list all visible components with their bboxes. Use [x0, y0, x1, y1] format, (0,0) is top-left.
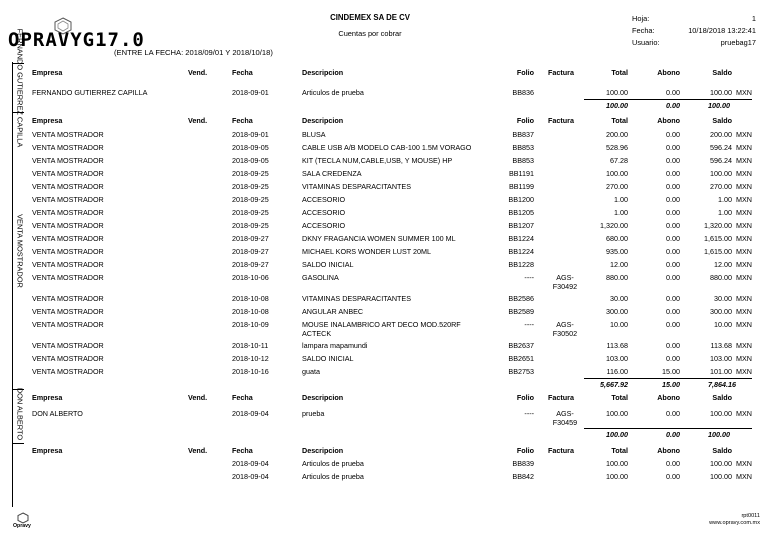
cell-empresa: FERNANDO GUTIERREZ CAPILLA — [32, 88, 148, 97]
header-descripcion: Descripcion — [302, 393, 344, 402]
cell-moneda: MXN — [736, 341, 752, 350]
cell-total: 100.00 — [606, 459, 628, 468]
subtotal-saldo: 7,864.16 — [708, 380, 736, 389]
cell-moneda: MXN — [736, 169, 752, 178]
cell-folio: BB836 — [512, 88, 534, 97]
cell-fecha: 2018-09-25 — [232, 195, 269, 204]
cell-moneda: MXN — [736, 221, 752, 230]
cell-descripcion: Articulos de prueba — [302, 88, 364, 97]
header-abono: Abono — [657, 393, 680, 402]
table-row — [0, 221, 768, 232]
cell-descripcion: ANGULAR ANBEC — [302, 307, 364, 316]
cell-abono: 0.00 — [666, 472, 680, 481]
subtotal-row — [0, 380, 768, 391]
table-row — [0, 307, 768, 318]
cell-descripcion: VITAMINAS DESPARACITANTES — [302, 182, 412, 191]
report-title: Cuentas por cobrar — [338, 29, 402, 38]
cell-total: 30.00 — [610, 294, 628, 303]
header-saldo: Saldo — [712, 116, 732, 125]
cell-descripcion: VITAMINAS DESPARACITANTES — [302, 294, 412, 303]
cell-fecha: 2018-09-04 — [232, 409, 269, 418]
table-row — [0, 234, 768, 245]
column-header-row — [0, 446, 768, 457]
cell-fecha: 2018-10-16 — [232, 367, 269, 376]
cell-descripcion: CABLE USB A/B MODELO CAB-100 1.5M VORAGO — [302, 143, 472, 152]
cell-moneda: MXN — [736, 208, 752, 217]
header-total: Total — [611, 116, 628, 125]
table-row — [0, 130, 768, 141]
usuario-value: pruebag17 — [720, 38, 756, 47]
cell-moneda: MXN — [736, 294, 752, 303]
table-row — [0, 294, 768, 305]
cell-fecha: 2018-09-04 — [232, 472, 269, 481]
cell-empresa: VENTA MOSTRADOR — [32, 247, 104, 256]
header-fecha: Fecha — [232, 446, 253, 455]
cell-total: 680.00 — [606, 234, 628, 243]
footer-logo-text: Opravy — [13, 523, 31, 529]
header-factura: Factura — [548, 68, 574, 77]
cell-folio: BB2753 — [508, 367, 534, 376]
column-header-row — [0, 68, 768, 79]
cell-moneda: MXN — [736, 143, 752, 152]
cell-folio: BB2586 — [508, 294, 534, 303]
cell-abono: 0.00 — [666, 294, 680, 303]
cell-abono: 0.00 — [666, 221, 680, 230]
cell-fecha: 2018-10-11 — [232, 341, 269, 350]
header-descripcion: Descripcion — [302, 446, 344, 455]
table-row — [0, 169, 768, 180]
cell-abono: 0.00 — [666, 195, 680, 204]
cell-descripcion: guata — [302, 367, 320, 376]
cell-abono: 0.00 — [666, 143, 680, 152]
cell-empresa: VENTA MOSTRADOR — [32, 221, 104, 230]
cell-abono: 0.00 — [666, 88, 680, 97]
cell-abono: 0.00 — [666, 169, 680, 178]
cell-empresa: VENTA MOSTRADOR — [32, 182, 104, 191]
cell-descripcion: Articulos de prueba — [302, 472, 364, 481]
header-descripcion: Descripcion — [302, 68, 344, 77]
cell-total: 116.00 — [606, 367, 628, 376]
cell-moneda: MXN — [736, 88, 752, 97]
cell-fecha: 2018-09-27 — [232, 247, 269, 256]
header-total: Total — [611, 446, 628, 455]
cell-total: 113.68 — [606, 341, 628, 350]
cell-descripcion: ACCESORIO — [302, 221, 346, 230]
cell-empresa: VENTA MOSTRADOR — [32, 320, 104, 329]
cell-abono: 0.00 — [666, 273, 680, 282]
cell-fecha: 2018-09-05 — [232, 143, 269, 152]
cell-total: 1,320.00 — [600, 221, 628, 230]
subtotal-saldo: 100.00 — [708, 101, 730, 110]
header-empresa: Empresa — [32, 446, 63, 455]
cell-folio: BB853 — [512, 143, 534, 152]
column-header-row — [0, 116, 768, 127]
cell-abono: 0.00 — [666, 260, 680, 269]
cell-fecha: 2018-09-05 — [232, 156, 269, 165]
header-factura: Factura — [548, 116, 574, 125]
cell-moneda: MXN — [736, 273, 752, 282]
cell-descripcion: ACCESORIO — [302, 208, 346, 217]
table-row — [0, 182, 768, 193]
cell-fecha: 2018-10-08 — [232, 294, 269, 303]
subtotal-abono: 0.00 — [666, 430, 680, 439]
cell-descripcion: BLUSA — [302, 130, 326, 139]
table-row — [0, 260, 768, 271]
cell-descripcion: SALDO INICIAL — [302, 260, 354, 269]
cell-moneda: MXN — [736, 320, 752, 329]
cell-total: 103.00 — [606, 354, 628, 363]
cell-abono: 0.00 — [666, 247, 680, 256]
cell-saldo: 100.00 — [710, 88, 732, 97]
cell-empresa: VENTA MOSTRADOR — [32, 294, 104, 303]
hoja-label: Hoja: — [632, 14, 650, 23]
cell-fecha: 2018-09-01 — [232, 88, 269, 97]
cell-folio: BB2589 — [508, 307, 534, 316]
cell-empresa: DON ALBERTO — [32, 409, 83, 418]
cell-folio: BB2651 — [508, 354, 534, 363]
header-folio: Folio — [516, 116, 534, 125]
cell-fecha: 2018-09-04 — [232, 459, 269, 468]
group-side-label-text: VENTA MOSTRADOR — [15, 214, 25, 288]
cell-total: 200.00 — [606, 130, 628, 139]
cell-saldo: 113.68 — [710, 341, 732, 350]
cell-saldo: 100.00 — [710, 472, 732, 481]
table-row — [0, 273, 768, 291]
cell-folio: BB842 — [512, 472, 534, 481]
cell-empresa: VENTA MOSTRADOR — [32, 156, 104, 165]
cell-total: 1.00 — [614, 208, 628, 217]
subtotal-line — [584, 428, 752, 429]
cell-fecha: 2018-10-09 — [232, 320, 269, 329]
cell-total: 100.00 — [606, 88, 628, 97]
table-row — [0, 156, 768, 167]
company-name: CINDEMEX SA DE CV — [330, 13, 410, 22]
cell-total: 270.00 — [606, 182, 628, 191]
cell-saldo: 200.00 — [710, 130, 732, 139]
header-fecha: Fecha — [232, 393, 253, 402]
footer-url: www.opravy.com.mx — [709, 520, 760, 526]
cell-saldo: 1,615.00 — [704, 247, 732, 256]
subtotal-line — [584, 99, 752, 100]
group-side-label-text: DON ALBERTO — [15, 387, 25, 441]
cell-folio: BB1207 — [508, 221, 534, 230]
cell-descripcion: MOUSE INALAMBRICO ART DECO MOD.520RF ACTECK — [302, 320, 461, 338]
cell-saldo: 596.24 — [710, 156, 732, 165]
header-saldo: Saldo — [712, 393, 732, 402]
header-abono: Abono — [657, 68, 680, 77]
footer-info — [709, 513, 760, 527]
cell-total: 935.00 — [606, 247, 628, 256]
subtotal-row — [0, 101, 768, 112]
fecha-value: 10/18/2018 13:22:41 — [688, 26, 756, 35]
cell-total: 100.00 — [606, 472, 628, 481]
table-row — [0, 247, 768, 258]
cell-saldo: 100.00 — [710, 409, 732, 418]
cell-fecha: 2018-09-27 — [232, 260, 269, 269]
cell-saldo: 1.00 — [718, 195, 732, 204]
cell-empresa: VENTA MOSTRADOR — [32, 307, 104, 316]
subtotal-abono: 15.00 — [662, 380, 680, 389]
cell-empresa: VENTA MOSTRADOR — [32, 234, 104, 243]
cell-descripcion: GASOLINA — [302, 273, 339, 282]
cell-folio: BB1200 — [508, 195, 534, 204]
cell-abono: 0.00 — [666, 234, 680, 243]
table-row — [0, 208, 768, 219]
logo-text: OPRAVYG17.0 — [8, 29, 145, 51]
cell-empresa: VENTA MOSTRADOR — [32, 354, 104, 363]
cell-folio: BB839 — [512, 459, 534, 468]
cell-fecha: 2018-09-25 — [232, 221, 269, 230]
cell-empresa: VENTA MOSTRADOR — [32, 143, 104, 152]
fecha-label: Fecha: — [632, 26, 655, 35]
cell-total: 528.96 — [606, 143, 628, 152]
header-vend: Vend. — [188, 393, 208, 402]
cell-moneda: MXN — [736, 182, 752, 191]
cell-empresa: VENTA MOSTRADOR — [32, 367, 104, 376]
subtotal-line — [584, 378, 752, 379]
cell-abono: 0.00 — [666, 130, 680, 139]
header-saldo: Saldo — [712, 446, 732, 455]
table-row — [0, 354, 768, 365]
header-vend: Vend. — [188, 116, 208, 125]
cell-abono: 0.00 — [666, 409, 680, 418]
cell-factura: AGS-F30492 — [552, 273, 578, 291]
cell-empresa: VENTA MOSTRADOR — [32, 341, 104, 350]
cell-saldo: 880.00 — [710, 273, 732, 282]
cell-empresa: VENTA MOSTRADOR — [32, 273, 104, 282]
subtotal-total: 100.00 — [606, 430, 628, 439]
cell-descripcion: ACCESORIO — [302, 195, 346, 204]
group-divider — [12, 443, 24, 444]
cell-total: 10.00 — [610, 320, 628, 329]
table-row — [0, 320, 768, 338]
cell-descripcion: lampara mapamundi — [302, 341, 368, 350]
table-row — [0, 88, 768, 99]
meta-labels — [632, 13, 660, 49]
cell-total: 67.28 — [610, 156, 628, 165]
cell-fecha: 2018-10-08 — [232, 307, 269, 316]
cell-abono: 0.00 — [666, 208, 680, 217]
header-empresa: Empresa — [32, 116, 63, 125]
cell-fecha: 2018-10-06 — [232, 273, 269, 282]
subtotal-total: 5,667.92 — [600, 380, 628, 389]
cell-fecha: 2018-09-01 — [232, 130, 269, 139]
cell-total: 300.00 — [606, 307, 628, 316]
header-folio: Folio — [516, 446, 534, 455]
cell-moneda: MXN — [736, 234, 752, 243]
subtotal-saldo: 100.00 — [708, 430, 730, 439]
cell-descripcion: DKNY FRAGANCIA WOMEN SUMMER 100 ML — [302, 234, 456, 243]
cell-empresa: VENTA MOSTRADOR — [32, 130, 104, 139]
cell-descripcion: MICHAEL KORS WONDER LUST 20ML — [302, 247, 432, 256]
header-total: Total — [611, 68, 628, 77]
subtotal-row — [0, 430, 768, 441]
hoja-value: 1 — [751, 14, 756, 23]
header-vend: Vend. — [188, 446, 208, 455]
header-vend: Vend. — [188, 68, 208, 77]
header-abono: Abono — [657, 446, 680, 455]
cell-moneda: MXN — [736, 472, 752, 481]
cell-saldo: 100.00 — [710, 169, 732, 178]
cell-descripcion: KIT (TECLA NUM,CABLE,USB, Y MOUSE) HP — [302, 156, 453, 165]
cell-fecha: 2018-09-25 — [232, 169, 269, 178]
cell-moneda: MXN — [736, 459, 752, 468]
table-row — [0, 409, 768, 427]
cell-total: 1.00 — [614, 195, 628, 204]
cell-folio: BB1191 — [508, 169, 534, 178]
cell-saldo: 30.00 — [714, 294, 732, 303]
cell-folio: ---- — [524, 273, 534, 282]
cell-folio: ---- — [524, 320, 534, 329]
cell-total: 880.00 — [606, 273, 628, 282]
cell-saldo: 300.00 — [710, 307, 732, 316]
header-factura: Factura — [548, 446, 574, 455]
cell-folio: BB1199 — [508, 182, 534, 191]
cell-abono: 0.00 — [666, 459, 680, 468]
cell-abono: 15.00 — [662, 367, 680, 376]
table-row — [0, 143, 768, 154]
cell-moneda: MXN — [736, 195, 752, 204]
cell-moneda: MXN — [736, 260, 752, 269]
header-descripcion: Descripcion — [302, 116, 344, 125]
cell-abono: 0.00 — [666, 182, 680, 191]
cell-saldo: 10.00 — [714, 320, 732, 329]
subtotal-total: 100.00 — [606, 101, 628, 110]
cell-folio: ---- — [524, 409, 534, 418]
cell-descripcion: SALDO INICIAL — [302, 354, 354, 363]
cell-total: 100.00 — [606, 409, 628, 418]
cell-total: 12.00 — [610, 260, 628, 269]
cell-saldo: 12.00 — [714, 260, 732, 269]
cell-moneda: MXN — [736, 367, 752, 376]
cell-descripcion: SALA CREDENZA — [302, 169, 362, 178]
table-row — [0, 459, 768, 470]
cell-saldo: 270.00 — [710, 182, 732, 191]
cell-folio: BB1228 — [508, 260, 534, 269]
header-fecha: Fecha — [232, 68, 253, 77]
cell-moneda: MXN — [736, 247, 752, 256]
table-row — [0, 195, 768, 206]
cell-moneda: MXN — [736, 354, 752, 363]
cell-abono: 0.00 — [666, 320, 680, 329]
cell-saldo: 101.00 — [710, 367, 732, 376]
footer-code: rpt0011 — [741, 513, 760, 519]
header-folio: Folio — [516, 68, 534, 77]
cell-folio: BB1224 — [508, 234, 534, 243]
cell-moneda: MXN — [736, 409, 752, 418]
header-folio: Folio — [516, 393, 534, 402]
cell-folio: BB1205 — [508, 208, 534, 217]
cell-folio: BB1224 — [508, 247, 534, 256]
cell-empresa: VENTA MOSTRADOR — [32, 169, 104, 178]
cell-fecha: 2018-09-25 — [232, 208, 269, 217]
cell-saldo: 596.24 — [710, 143, 732, 152]
cell-descripcion: Articulos de prueba — [302, 459, 364, 468]
cell-empresa: VENTA MOSTRADOR — [32, 195, 104, 204]
cell-fecha: 2018-09-25 — [232, 182, 269, 191]
date-range-subtitle: (ENTRE LA FECHA: 2018/09/01 Y 2018/10/18) — [114, 48, 273, 57]
cell-moneda: MXN — [736, 156, 752, 165]
subtotal-abono: 0.00 — [666, 101, 680, 110]
table-row — [0, 341, 768, 352]
header-total: Total — [611, 393, 628, 402]
cell-saldo: 1,320.00 — [704, 221, 732, 230]
cell-empresa: VENTA MOSTRADOR — [32, 208, 104, 217]
cell-saldo: 1,615.00 — [704, 234, 732, 243]
cell-abono: 0.00 — [666, 341, 680, 350]
cell-saldo: 100.00 — [710, 459, 732, 468]
cell-saldo: 1.00 — [718, 208, 732, 217]
cell-moneda: MXN — [736, 307, 752, 316]
header-empresa: Empresa — [32, 393, 63, 402]
cell-fecha: 2018-10-12 — [232, 354, 269, 363]
group-side-label-text: FERNANDO GUTIERREZ CAPILLA — [15, 28, 25, 148]
cell-total: 100.00 — [606, 169, 628, 178]
cell-folio: BB837 — [512, 130, 534, 139]
cell-abono: 0.00 — [666, 156, 680, 165]
cell-factura: AGS-F30502 — [552, 320, 578, 338]
cell-factura: AGS-F30459 — [552, 409, 578, 427]
cell-saldo: 103.00 — [710, 354, 732, 363]
header-saldo: Saldo — [712, 68, 732, 77]
table-row — [0, 367, 768, 378]
header-abono: Abono — [657, 116, 680, 125]
cell-descripcion: prueba — [302, 409, 325, 418]
cell-empresa: VENTA MOSTRADOR — [32, 260, 104, 269]
header-empresa: Empresa — [32, 68, 63, 77]
cell-abono: 0.00 — [666, 354, 680, 363]
usuario-label: Usuario: — [632, 38, 660, 47]
header-fecha: Fecha — [232, 116, 253, 125]
meta-values — [672, 13, 756, 49]
cell-folio: BB853 — [512, 156, 534, 165]
cell-moneda: MXN — [736, 130, 752, 139]
cell-abono: 0.00 — [666, 307, 680, 316]
cell-folio: BB2637 — [508, 341, 534, 350]
column-header-row — [0, 393, 768, 404]
header-factura: Factura — [548, 393, 574, 402]
cell-fecha: 2018-09-27 — [232, 234, 269, 243]
table-row — [0, 472, 768, 483]
